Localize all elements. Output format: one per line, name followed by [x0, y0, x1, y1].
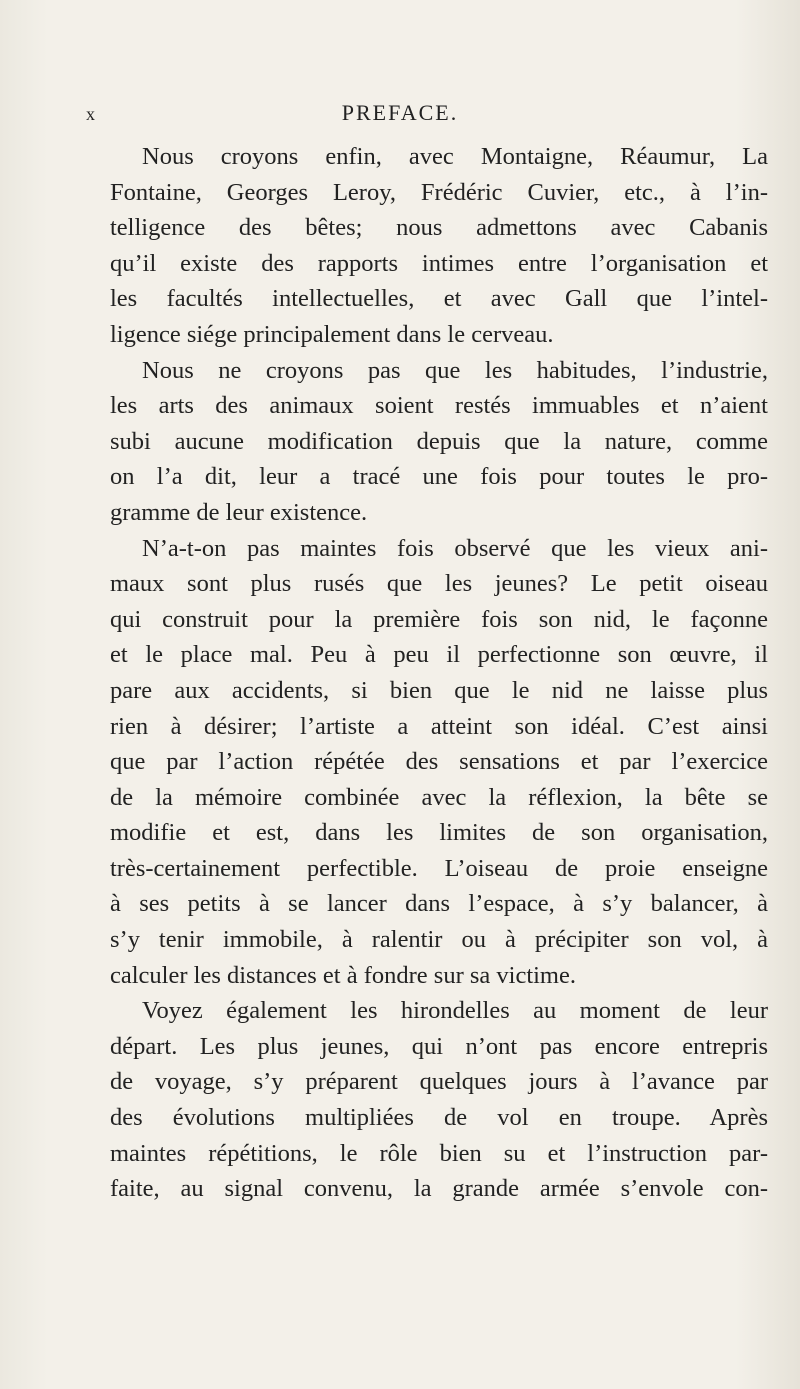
text-line: que par l’action répétée des sensations et par l’exercice [110, 748, 768, 776]
text-line: des évolutions multipliées de vol en troupe. Après [110, 1104, 768, 1132]
text-line: Voyez également les hirondelles au moment de leur [142, 997, 768, 1025]
running-title: PREFACE. [341, 100, 459, 125]
text-line: de voyage, s’y préparent quelques jours à l’avance par [110, 1068, 768, 1096]
text-line: on l’a dit, leur a tracé une fois pour toutes le pro- [110, 463, 768, 491]
text-line: départ. Les plus jeunes, qui n’ont pas encore entrepris [110, 1032, 768, 1060]
text-line: très-certainement perfectible. L’oiseau de proie enseigne [110, 854, 768, 882]
page-number: x [86, 104, 96, 124]
text-line: s’y tenir immobile, à ralentir ou à précipiter son vol, à [110, 926, 768, 954]
text-line: Nous ne croyons pas que les habitudes, l’industrie, [142, 356, 768, 384]
text-line: qui construit pour la première fois son nid, le façonne [110, 605, 768, 633]
text-line: subi aucune modification depuis que la nature, comme [110, 427, 768, 455]
text-line: maintes répétitions, le rôle bien su et l’instruction par- [110, 1139, 768, 1167]
text-line: modifie et est, dans les limites de son organisation, [110, 819, 768, 847]
text-line: ligence siége principalement dans le cerveau. [110, 320, 554, 348]
text-line: et le place mal. Peu à peu il perfectionne son œuvre, il [110, 641, 768, 669]
text-line: les arts des animaux soient restés immuables et n’aient [110, 392, 768, 420]
text-line: à ses petits à se lancer dans l’espace, à s’y balancer, à [110, 890, 768, 918]
text-line: pare aux accidents, si bien que le nid ne laisse plus [110, 676, 768, 704]
text-line: N’a-t-on pas maintes fois observé que les vieux ani- [142, 534, 768, 562]
text-line: Nous croyons enfin, avec Montaigne, Réaumur, La [142, 143, 768, 170]
text-line: calculer les distances et à fondre sur sa victime. [110, 961, 576, 989]
text-line: gramme de leur existence. [110, 498, 368, 526]
text-line: de la mémoire combinée avec la réflexion, la bête se [110, 783, 768, 811]
body-text [110, 139, 768, 1207]
text-line: faite, au signal convenu, la grande armée s’envole con- [110, 1175, 768, 1203]
text-line: maux sont plus rusés que les jeunes? Le petit oiseau [110, 570, 768, 598]
text-line: rien à désirer; l’artiste a atteint son idéal. C’est ainsi [110, 712, 768, 740]
text-line: les facultés intellectuelles, et avec Gall que l’intel- [110, 285, 768, 313]
page-header [0, 100, 800, 130]
text-line: qu’il existe des rapports intimes entre l’organisation et [110, 249, 768, 277]
text-line: telligence des bêtes; nous admettons avec Cabanis [110, 214, 768, 242]
text-line: Fontaine, Georges Leroy, Frédéric Cuvier, etc., à l’in- [110, 178, 768, 206]
